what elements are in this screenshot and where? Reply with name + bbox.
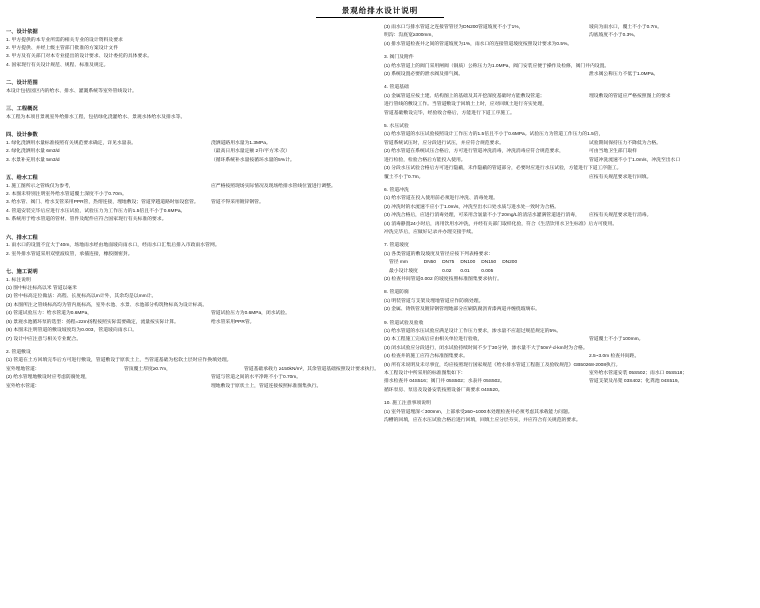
- spec-line-two-part: [6, 383, 368, 391]
- spec-line: 3. 阀门及附件: [384, 55, 414, 61]
- spec-line-part-a: (5) 所有未说明及未尽事宜，均应按照现行国家规范《给水排水管道工程施工及验收规范》GB50268-2008执行。: [384, 362, 621, 368]
- spec-line-two-part: [384, 378, 746, 386]
- table-cell: 最小设计坡度: [389, 268, 418, 274]
- spec-line-part-a: (3) 闭水试验应分段进行，闭水试验持续时间不少于30分钟，渗水量不大于50m³·d·km时为合格。: [384, 345, 588, 351]
- spec-line: 2. 本图未特别注明室外给水管道覆土深度不小于0.70m。: [6, 192, 127, 198]
- spec-line-part-b: 埋设敷设的管道应严格按照图上的要求: [589, 93, 671, 99]
- spec-line-part-a: 明沟：沟底宽≥300mm，: [384, 33, 437, 39]
- table-header-cell: DN150: [481, 260, 497, 266]
- spec-line-part-b: 泄水阀公称压力不低于1.0MPa。: [589, 72, 659, 78]
- spec-line-part-b: 浇洒道路用水量为1.3MPa。: [211, 140, 271, 146]
- table-cell: 0.02: [442, 268, 452, 274]
- spec-line-part-a: (4) 排水管道检查井之间的管道坡度为1%，雨水口的连接管道坡度按照设计要求为0.5%。: [384, 41, 573, 47]
- spec-line-part-a: (1) 给水管道上的阀门采用闸阀（铜质）公称压力为1.0MPa，阀门安装应便于操作及检修，阀门井内设置。: [384, 63, 610, 69]
- spec-line-two-part: [6, 140, 368, 148]
- spec-line-two-part: [6, 285, 368, 293]
- paragraph-spacer: [6, 165, 368, 170]
- table-cell: 0.01: [460, 268, 470, 274]
- spec-line-two-part: [384, 157, 746, 165]
- spec-line-part-a: 本工程设计中所采用的标准图集如下：: [384, 371, 466, 377]
- spec-line: 2. 甲方提供、并经上级主管部门批准的方案设计文件: [6, 46, 119, 51]
- spec-line-part-a: (2) 系统设置必要的泄水阀及排气阀。: [384, 72, 464, 78]
- left-text-column: [6, 24, 380, 425]
- spec-line-part-a: (3) 雨水口与排水管道之连接管管径为DN200管道坡度不小于1%，: [384, 25, 524, 30]
- spec-line: 1. 甲方提供的本专业所需的相关专业的设计资料及要求: [6, 37, 123, 43]
- spec-line: 5. 系统用于给水管道的管材、管件及配件应符合国家现行有关标准的要求。: [6, 217, 167, 223]
- section-heading: 一、设计依据: [6, 29, 38, 35]
- spec-line: 管道基础敷设完毕，经验收合格后，方能进行下道工序施工。: [384, 110, 515, 116]
- spec-line-part-a: 沟槽的回填，应在水压试验合格后进行回填，回填土应分层夯实，并应符合有关规范的要求。: [384, 418, 581, 424]
- spec-line-part-a: (2) 金属、铸铁管及镀锌钢管埋地部分应刷防腐沥青漆两道并缠绕玻璃布。: [384, 307, 540, 313]
- spec-line-part-a: 循环泵房、泵房及设备安装按照设备厂商要求 04S520。: [384, 387, 503, 393]
- spec-line-part-a: (5) 景观水池循环泵的选型：扬程=22m扬程按照实际需要确定，流量按实际计算。: [6, 319, 179, 325]
- spec-line-part-b: 室外给水管道安装 05S502；雨水口 05S518；: [589, 371, 688, 377]
- spec-line-part-a: (1) 图中标注标高以米 管道以毫米: [6, 286, 77, 292]
- spec-line-part-a: 3. 给水管、阀门、给水支管采用PPR管，热熔连接，埋地敷设；管道穿越道路时加设套管。: [6, 200, 199, 206]
- spec-line-two-part: [384, 41, 746, 49]
- spec-line-two-part: [384, 409, 746, 417]
- spec-line-part-a: (1) 金属管道应按土建、结构图上的基础及其开挖深度基础时方能敷设管道；: [384, 93, 545, 99]
- spec-line-two-part: [384, 93, 746, 101]
- table-cell: 0.005: [481, 268, 494, 274]
- spec-line: 2. 管道敷设: [6, 349, 31, 355]
- spec-line-two-part: [384, 212, 746, 220]
- spec-line-part-b: 给水管采用PPR管。: [211, 319, 255, 325]
- spec-line-part-b: 应按有关规范要求进行回填。: [589, 174, 652, 180]
- spec-line-two-part: [384, 165, 746, 173]
- spec-line-part-a: (4) 消毒静置24小时后，再用饮用水冲洗，并经有关部门取样化验，符合《生活饮用水卫生标准》后方可使用。: [384, 221, 618, 227]
- spec-line: 10. 施工注意事项说明: [384, 401, 431, 407]
- table-cell: [424, 268, 442, 276]
- spec-line-two-part: [6, 157, 368, 165]
- spec-line: 5. 水压试验: [384, 124, 409, 130]
- spec-line-part-a: 室外埋地管道：: [6, 366, 40, 372]
- spec-line-part-b: 管道不得采用镀锌钢管。: [211, 200, 264, 206]
- spec-line: (3) 本图所注之管线标高均为管内底标高，室外水池、水景、水池部分构筑物标高为设计标高。: [6, 302, 208, 308]
- section-heading: 六、排水工程: [6, 234, 38, 241]
- spec-line-part-a: 1. 绿化浇洒用水量标准按照有关规范要求确定，详见水量表。: [6, 140, 137, 146]
- spec-line-two-part: [384, 353, 746, 361]
- spec-line: (7) 设计中应注意与相关专业配合。: [6, 336, 82, 342]
- spec-line-two-part: [384, 174, 746, 182]
- spec-line-two-part: [384, 148, 746, 156]
- spec-line-two-part: [384, 387, 746, 395]
- paragraph-spacer: [6, 259, 368, 264]
- spec-line-two-part: [384, 140, 746, 148]
- section-heading: 七、施工说明: [6, 269, 38, 276]
- spec-line: (1) 给水管道在投入使用前必须进行冲洗、消毒处理。: [384, 196, 499, 202]
- spec-line-part-a: (1) 室外管道埋深＜300mm，上部承受≥50~1000本处理检查井必须考虑其承载能力问题。: [384, 409, 573, 415]
- spec-line-part-b: 管道支架及吊架 03S402；化粪池 04S519。: [589, 379, 683, 385]
- spec-line-two-part: [6, 148, 368, 156]
- spec-line: (1) 各类管道的敷设坡度及管径应按下列表格要求：: [384, 251, 494, 257]
- spec-line: 9. 管道试验及验收: [384, 320, 424, 326]
- spec-line: 1. 雨水口的设置不宜大于40m，场地雨水经由地面坡向雨水口，经雨水口汇集后排入市政雨水管网。: [6, 243, 220, 249]
- page-title: 景观给排水设计说明: [341, 6, 419, 15]
- spec-line-part-a: 3. 水景补充用水量 5m3/d: [6, 157, 60, 163]
- table-header-cell: DN100: [460, 260, 476, 266]
- spec-line-part-a: (4) 管道试验压力：给水管道为0.6MPa，: [6, 311, 93, 317]
- text-columns: [6, 24, 754, 425]
- table-header-cell: DN50: [423, 260, 437, 266]
- spec-line-part-b: 埋地敷设于原状土上，管道连接按照标准图集执行。: [211, 383, 322, 389]
- spec-line-two-part: [384, 24, 746, 32]
- spec-line: (6) 本图未注明管道的敷设坡度均为0.003，管道坡向雨水口。: [6, 328, 138, 334]
- spec-line-part-c: 管道基础承载力 ≥150kN/m²，其余管道基础按照设计要求执行。: [244, 366, 380, 372]
- spec-line: (2) 管中标高定位做法：高程、长度标高以m计外，其余均是以mm计。: [6, 294, 157, 300]
- paragraph-spacer: [6, 96, 368, 101]
- spec-line-two-part: [384, 71, 746, 79]
- spec-line-part-b: 管道冲洗流速不小于1.0m/s，冲洗至出水口: [589, 157, 681, 163]
- spec-line-two-part: [384, 221, 746, 229]
- spec-line-two-part: [384, 101, 746, 109]
- spec-line: 本工程为本项目景观室外给排水工程，包括绿化浇灌给水、景观水体给水及排水等。: [6, 114, 186, 120]
- spec-line-two-part: [6, 374, 368, 382]
- spec-line-two-part: [6, 199, 368, 207]
- paragraph-spacer: [6, 122, 368, 127]
- table-header-cell: DN200: [502, 260, 518, 266]
- spec-line: 1. 标注说明: [6, 277, 31, 283]
- spec-line-part-a: 排水检查井 04S516；阀门井 05S502；水表井 05S502。: [384, 379, 505, 385]
- spec-line: (1) 明装管道与支架及埋地管道应作防腐处理。: [384, 298, 484, 304]
- spec-line-part-a: 管道系统试压时，应分段进行试压，并应符合规范要求。: [384, 140, 504, 146]
- spec-line-part-b: 2.5~3.0m 检查井间距。: [589, 354, 640, 360]
- spec-line-two-part: [384, 336, 746, 344]
- spec-line-part-a: (2) 给水管道在系统试压合格后，方可进行管道冲洗消毒，冲洗消毒应符合规范要求，: [384, 149, 564, 155]
- spec-line-part-a: 进行管线的敷设工作。当管道敷设于回填土上时，应对回填土进行夯实处理，: [384, 102, 548, 108]
- spec-line-two-part: [384, 131, 746, 139]
- spec-line-part-b: （最高日用水量定额 2升/平方米·次）: [211, 149, 290, 155]
- spec-line-part-a: (2) 给水管埋地敷设时应考虑防腐处理，: [6, 375, 90, 381]
- spec-line-part-b: 坡向为雨水口，覆土不小于0.7m。: [589, 25, 663, 30]
- spec-line-two-part: [6, 183, 368, 191]
- spec-line: 4. 管道安装完毕后应进行水压试验，试验压力为工作压力的1.5倍且不小于0.6MPa。: [6, 208, 186, 214]
- spec-line: 4. 管道基础: [384, 85, 409, 91]
- spec-line-three-part: [6, 366, 380, 374]
- spec-line-part-a: (2) 本工程施工完成后应由相关单位进行验收，: [384, 337, 483, 343]
- right-text-column: [384, 24, 746, 425]
- spec-line: 7. 管道坡度: [384, 243, 409, 249]
- table-header-cell: 管径 mm: [389, 260, 408, 266]
- table-row: [389, 259, 523, 267]
- section-heading: 五、给水工程: [6, 175, 38, 182]
- section-heading: 四、设计参数: [6, 132, 38, 139]
- spec-line-part-a: 室外给水管道：: [6, 383, 40, 389]
- spec-line-part-a: (3) 冲洗合格后，应进行消毒处理，可采用含氯量不小于20mg/L的清洁水灌满管道进行消毒，: [384, 213, 580, 219]
- spec-line-part-b: 应按有关规范要求进行消毒。: [589, 213, 652, 219]
- spec-line-two-part: [6, 310, 368, 318]
- spec-line-part-b: 沟底坡度不小于0.3%。: [589, 33, 639, 39]
- spec-line-part-a: 1. 施工图所示之管线仅为参考，: [6, 183, 74, 189]
- spec-line-two-part: [384, 63, 746, 71]
- spec-line-part-a: (3) 分段水压试验合格后方可进行隐蔽，未作隐蔽的管道部分，必要时应进行水压试验，方能进行下道工序施工。: [384, 166, 622, 172]
- spec-line-two-part: [384, 345, 746, 353]
- spec-line-part-b: 应严格按照现场实际情况及现场给排水管线位置进行调整。: [211, 183, 336, 189]
- spec-line-two-part: [384, 204, 746, 212]
- title-underline: [316, 17, 444, 18]
- spec-line-part-b: 管道试验压力为0.6MPa，闭水试验。: [211, 311, 290, 317]
- pipe-slope-table: [389, 259, 523, 276]
- spec-line-two-part: [384, 362, 746, 370]
- spec-line: 8. 管道防腐: [384, 290, 409, 296]
- spec-line: 2. 室外排水管道采用双壁波纹管，承插连接，橡胶圈密封。: [6, 251, 133, 257]
- spec-line-two-part: [384, 417, 746, 425]
- spec-line: 3. 甲方及有关部门对本专业提出的设计要求、设计委托的具体要求。: [6, 54, 153, 60]
- spec-line: 冲洗完毕后，应做好记录并办理交接手续。: [384, 229, 477, 235]
- table-cell: [502, 268, 523, 276]
- spec-line-part-a: 2. 绿化浇洒用水量 6m3/d: [6, 149, 60, 155]
- spec-line-part-a: (4) 检查井的施工应符合标准图集要求。: [384, 354, 468, 360]
- section-heading: 三、工程概况: [6, 106, 38, 113]
- spec-line-part-a: (2) 冲洗时的水流速不应小于1.0m/s，冲洗至出水口处水质与进水处一致时为合格。: [384, 204, 560, 210]
- paragraph-spacer: [6, 225, 368, 230]
- spec-line-part-b: 试验期间保持压力不降低为合格。: [589, 140, 661, 146]
- spec-line-part-b: 可由当地卫生部门取样: [589, 149, 637, 155]
- section-heading: 二、设计范围: [6, 80, 38, 87]
- spec-line: (2) 检查井间管道0.002 的坡度按照标准图集要求执行。: [384, 276, 502, 282]
- spec-line: 本设计包括园区内的给水、排水、灌溉系统等室外管线设计。: [6, 88, 137, 94]
- spec-line: 4. 国家现行有关设计规范、规程、标准及规定。: [6, 62, 109, 68]
- spec-line-two-part: [384, 370, 746, 378]
- spec-line-part-b: 管道覆土不小于100mm。: [589, 337, 644, 343]
- paragraph-spacer: [6, 70, 368, 75]
- spec-line-two-part: [384, 306, 746, 314]
- spec-line-part-b: 管顶覆土厚度≥0.7m，: [124, 366, 171, 372]
- spec-line: 6. 管道冲洗: [384, 187, 409, 193]
- spec-line-two-part: [384, 328, 746, 336]
- table-header-cell: DN75: [442, 260, 455, 266]
- spec-line-part-a: (1) 给水管道的水压试验按照设计工作压力的1.5倍且不小于0.6MPa。试验压力为管道工作压力的1.5倍，: [384, 132, 604, 138]
- spec-line: (1) 管道在土方回填完毕后方可进行敷设，管道敷设于原状土上，当管道基础为松软土层时应作换填处理。: [6, 358, 232, 364]
- spec-line-part-a: 进行检验，检验合格后方能投入使用。: [384, 157, 466, 163]
- spec-line-two-part: [384, 32, 746, 40]
- table-row: [389, 268, 523, 276]
- spec-line-part-b: 管道与管道之间的水平净距不小于0.70m。: [211, 375, 302, 381]
- spec-line-two-part: [6, 319, 368, 327]
- spec-line-part-a: 覆土不小于0.7m。: [384, 174, 424, 180]
- spec-line-part-a: (1) 给水管道的水压试验应满足设计工作压力要求，渗水量不应超过规范规定的5%。: [384, 329, 562, 334]
- spec-line-part-b: （循环系统补水量按循环水量的5%计。: [211, 157, 295, 163]
